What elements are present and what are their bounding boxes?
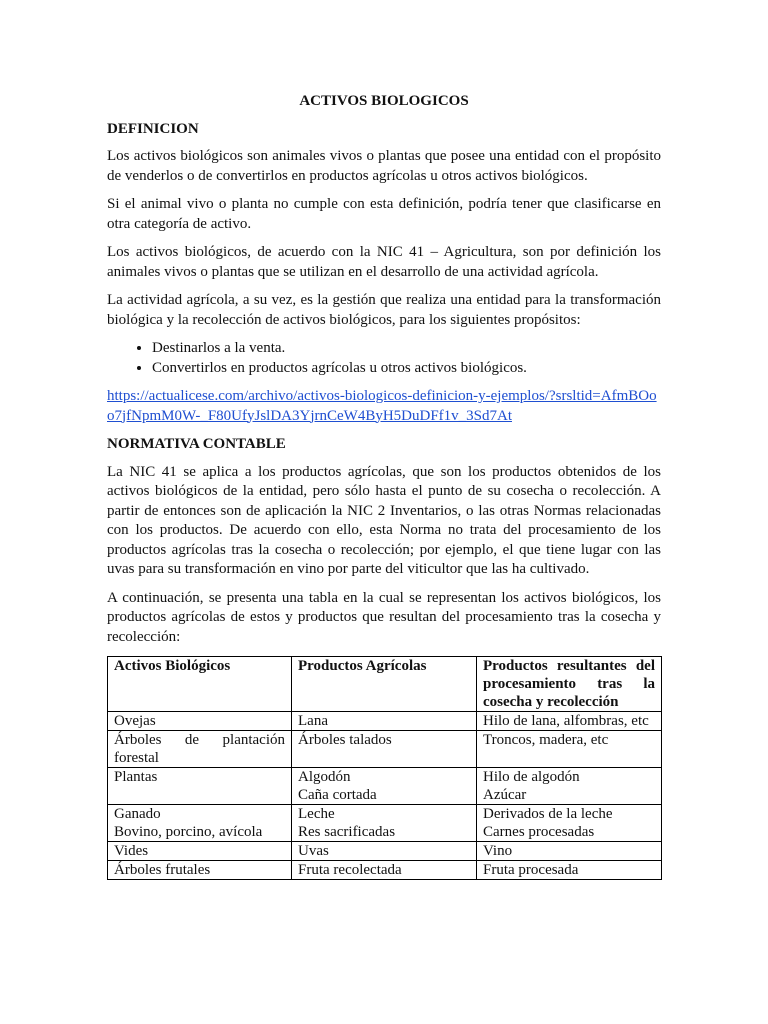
source-link[interactable]: https://actualicese.com/archivo/activos-biologicos-definicion-y-ejemplos/?srsltid=AfmBOoo7jfNpmM0W-_F80UfyJslDA3YjrnCeW4ByH5DuDFf1v_3Sd7At	[107, 388, 657, 424]
table-cell	[292, 861, 477, 880]
cell-text: Bovino, porcino, avícola	[114, 824, 263, 840]
table-cell	[108, 731, 292, 768]
cell-text: Algodón	[298, 769, 351, 785]
table-cell	[108, 861, 292, 880]
cell-text: Hilo de lana, alfombras, etc	[483, 713, 649, 729]
table-cell	[108, 712, 292, 731]
table-cell	[292, 842, 477, 861]
cell-text: Troncos, madera, etc	[483, 732, 609, 748]
cell-text: Plantas	[114, 769, 158, 785]
paragraph-definition: Los activos biológicos son animales vivos o plantas que posee una entidad con el propósito de venderlos o de convertirlos en productos agrícolas u otros activos biológicos.	[107, 148, 661, 184]
table-row	[108, 712, 662, 731]
cell-text: Árboles de plantación forestal	[114, 732, 285, 766]
document-body	[107, 92, 661, 880]
table-row	[108, 731, 662, 768]
paragraph-nic41: Los activos biológicos, de acuerdo con la NIC 41 – Agricultura, son por definición los animales vivos o plantas que se utilizan en el desarrollo de una actividad agrícola.	[107, 244, 661, 280]
table-cell	[477, 731, 662, 768]
table-body	[108, 712, 662, 880]
table-cell	[292, 731, 477, 768]
table-cell	[108, 768, 292, 805]
table-row	[108, 768, 662, 805]
cell-text: Fruta procesada	[483, 862, 579, 878]
table-cell	[477, 842, 662, 861]
cell-text: Lana	[298, 713, 328, 729]
section-heading-definicion: DEFINICION	[107, 120, 199, 137]
cell-text: Árboles frutales	[114, 862, 211, 878]
cell-text: Res sacrificadas	[298, 824, 396, 840]
paragraph-agricultural-activity: La actividad agrícola, a su vez, es la gestión que realiza una entidad para la transformación biológica y la recolección de activos biológicos, para los siguientes propósitos:	[107, 292, 661, 328]
table-cell	[477, 861, 662, 880]
cell-text: Ganado	[114, 806, 161, 822]
document-title: ACTIVOS BIOLOGICOS	[299, 93, 469, 109]
cell-text: Hilo de algodón	[483, 769, 580, 785]
table-cell	[477, 768, 662, 805]
table-row	[108, 805, 662, 842]
cell-text: Caña cortada	[298, 787, 377, 803]
table-cell	[108, 805, 292, 842]
cell-text: Derivados de la leche	[483, 806, 613, 822]
table-row	[108, 861, 662, 880]
table-cell	[292, 712, 477, 731]
cell-text: Leche	[298, 806, 335, 822]
column-header: Productos Agrícolas	[292, 657, 477, 712]
cell-text: Carnes procesadas	[483, 824, 595, 840]
list-item: • Convertirlos en productos agrícolas u otros activos biológicos.	[152, 359, 661, 379]
cell-text: Ovejas	[114, 713, 156, 729]
table-cell	[292, 768, 477, 805]
paragraph-classification: Si el animal vivo o planta no cumple con esta definición, podría tener que clasificarse en otra categoría de activo.	[107, 196, 661, 232]
table-cell	[477, 712, 662, 731]
table-row	[108, 842, 662, 861]
column-header: Productos resultantes del procesamiento tras la cosecha y recolección	[477, 657, 662, 712]
column-header: Activos Biológicos	[108, 657, 292, 712]
cell-text: Vino	[483, 843, 513, 859]
table-header-row	[108, 657, 662, 712]
purposes-list	[107, 339, 661, 378]
biological-assets-table	[107, 656, 662, 880]
table-cell	[108, 842, 292, 861]
list-item: • Destinarlos a la venta.	[152, 339, 661, 359]
cell-text: Uvas	[298, 843, 329, 859]
cell-text: Fruta recolectada	[298, 862, 402, 878]
table-cell	[477, 805, 662, 842]
section-heading-normativa: NORMATIVA CONTABLE	[107, 436, 286, 452]
table-cell	[292, 805, 477, 842]
paragraph-normativa: La NIC 41 se aplica a los productos agrícolas, que son los productos obtenidos de los activos biológicos de la entidad, pero sólo hasta el punto de su cosecha o recolección. A partir de entonces son de aplicación la NIC 2 Inventarios, o las otras Normas relacionadas con los productos. De acuerdo con ello, esta Norma no trata del procesamiento de los productos agrícolas tras la cosecha o recolección; por ejemplo, el que tiene lugar con las uvas para su transformación en vino por parte del viticultor que las ha cultivado.	[107, 463, 661, 577]
paragraph-table-intro: A continuación, se presenta una tabla en la cual se representan los activos biológicos, los productos agrícolas de estos y productos que resultan del procesamiento tras la cosecha y recolección:	[107, 589, 661, 645]
cell-text: Azúcar	[483, 787, 527, 803]
cell-text: Árboles talados	[298, 732, 392, 748]
cell-text: Vides	[114, 843, 149, 859]
